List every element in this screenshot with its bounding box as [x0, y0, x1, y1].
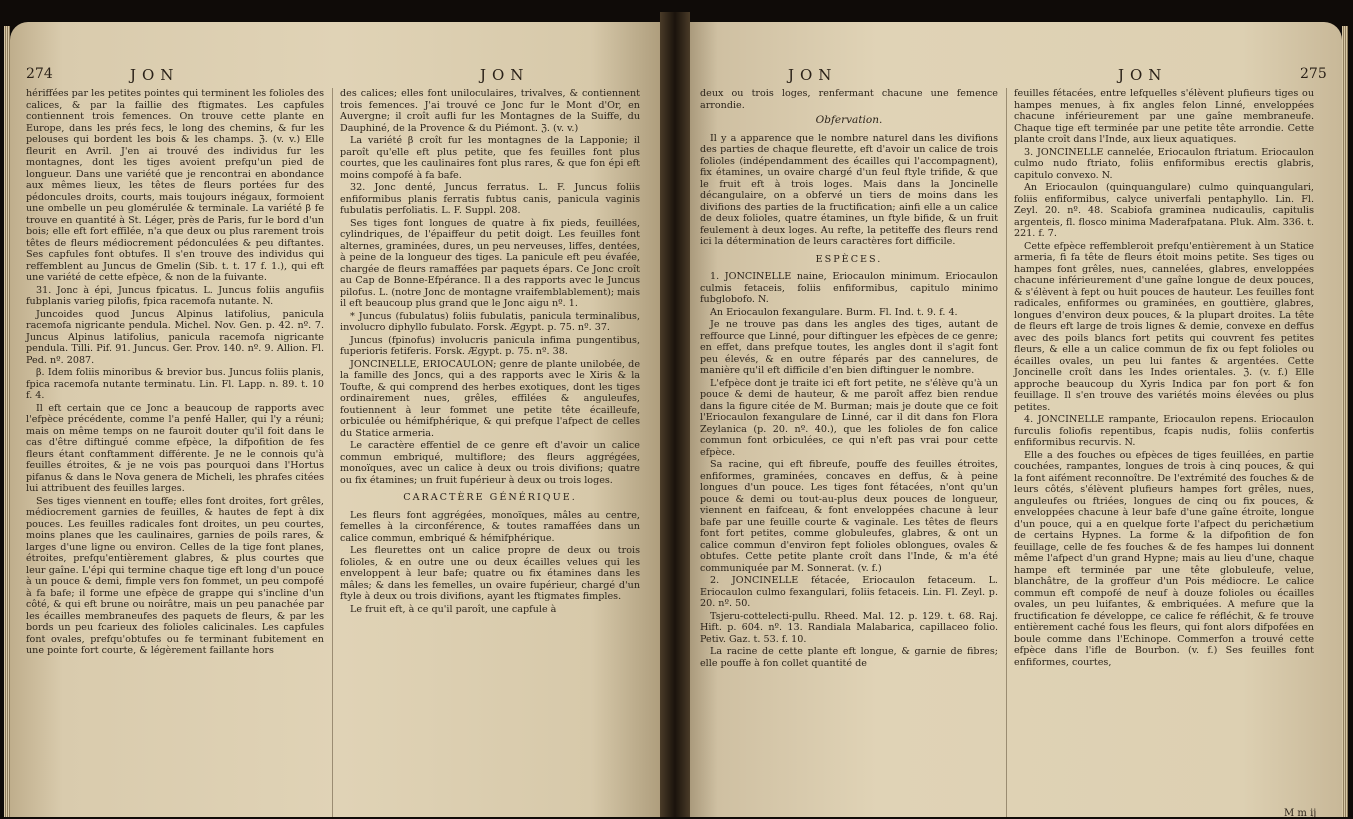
running-head-right-1: JON [788, 66, 838, 84]
paragraph: La variété β croît fur les montagnes de la Lapponie; il paroît qu'elle eft plus petite, que fes feuilles font plus courtes, que les caulinaires font plus rares, & que fon épi eft moins compofé à fa bafe. [340, 135, 640, 181]
signature-mark: M m ij [1284, 808, 1317, 817]
paragraph: Il eft certain que ce Jonc a beaucoup de rapports avec l'efpèce précédente, comme l'a penfé Haller, qui l'y a réuni; mais on même temps on ne fauroit douter qu'il foit dans le cas d'être diftingué comme efpèce, la difpofition de fes fleurs étant conftamment différente. Je ne le connois qu'à feuilles étroites, & je ne vois pas pourquoi dans l'Hortus pifanus & dans le Nova genera de Micheli, les phrafes citées lui attribuent des feuilles larges. [26, 402, 324, 494]
section-heading: Obfervation. [815, 114, 883, 126]
paragraph: Cette efpèce reffembleroit prefqu'entièrement à un Statice armeria, fi fa tête de fleurs étoit moins petite. Ses tiges ou hampes font grêles, nues, cannelées, glabres, enveloppées chacune inférieurement d'une gaîne longue de deux pouces, & s'élèvent à fept ou huit pouces de hauteur. Les feuilles font radicales, enfiformes ou graminées, en gouttière, glabres, longues d'environ deux pouces, & la plupart droites. La tête de fleurs eft large de trois lignes & demie, convexe en deffus avec des poils blancs fort petits qui couvrent fes petites fleurs, & elle a un calice commun de fix ou fept folioles ou écailles ovales, un peu lui fantes & argentées. Cette Joncinelle croît dans les Indes orientales. ℨ. (v. f.) Elle approche beaucoup du Xyris Indica par fon port & fon feuillage. Il s'en trouve des variétés moins élevées ou plus petites. [1014, 240, 1314, 413]
paragraph: Tsjeru-cottelecti-pullu. Rheed. Mal. 12. p. 129. t. 68. Raj. Hift. p. 604. nº. 13. Randiala Malabarica, capillaceo folio. Petiv. Gaz. t. 53. f. 10. [700, 610, 998, 645]
paragraph: An Eriocaulon fexangulare. Burm. Fl. Ind. t. 9. f. 4. [710, 306, 958, 318]
column-rule [332, 88, 333, 817]
paragraph: Ses tiges viennent en touffe; elles font droites, fort grêles, médiocrement garnies de feuilles, & hautes de fept à dix pouces. Les feuilles radicales font droites, un peu courtes, moins planes que les caulinaires, garnies de poils rares, & larges d'une ligne ou environ. Celles de la tige font planes, étroites, prefqu'entièrement glabres, & plus courtes que leur gaîne. L'épi qui termine chaque tige eft long d'un pouce à un pouce & demi, fimple vers fon fommet, un peu compofé à fa bafe; il forme une efpèce de grappe qui s'incline d'un côté, & qui eft brune ou noirâtre, mais un peu panachée par les écailles membraneufes des paquets de fleurs, & par les bords un peu fcarieux des folioles calicinales. Les capfules font ovales, prefqu'obtufes ou fe terminant fubitement en une pointe fort courte, & légèrement faillante hors [26, 495, 324, 656]
paragraph: 1. JONCINELLE naine, Eriocaulon minimum. Eriocaulon culmis fetaceis, foliis enfiformibus, capitulo minimo fubglobofo. N. [700, 271, 998, 305]
paragraph: Juncus (fpinofus) involucris panicula infima pungentibus, fuperioris fetiferis. Forsk. Ægypt. p. 75. nº. 38. [340, 334, 640, 357]
paragraph: 31. Jonc à épi, Juncus fpicatus. L. Juncus foliis angufiis fubplanis varieg pilofis, fpica racemofa nutante. N. [26, 284, 324, 307]
right-page [678, 22, 1342, 817]
paragraph: Sa racine, qui eft fibreufe, pouffe des feuilles étroites, enfiformes, graminées, concaves en deffus, & à peine longues d'un pouce. Les tiges font fétacées, n'ont qu'un pouce & demi ou tout-au-plus deux pouces de longueur, viennent en faifceau, & font enveloppées chacune à leur bafe par une feuille courte & vaginale. Les têtes de fleurs font fort petites, comme globuleufes, glabres, & ont un calice commun d'environ fept folioles oblongues, ovales & obtufes. Cette petite plante croît dans l'Inde, & m'a été communiquée par M. Sonnerat. (v. f.) [700, 459, 998, 574]
paragraph: 4. JONCINELLE rampante, Eriocaulon repens. Eriocaulon furculis foliofis repentibus, fcapis nudis, foliis confertis enfiformibus recurvis. N. [1014, 414, 1314, 448]
paragraph: hériffées par les petites pointes qui terminent les folioles des calices, & par la faillie des ftigmates. Les capfules contiennent trois femences. On trouve cette plante en Europe, dans les prés fecs, le long des chemins, & fur les pelouses qui bordent les bois & les champs. ℨ. (v. v.) Elle fleurit en Avril. J'en ai trouvé des individus fur les montagnes, dont les tiges avoient prefqu'un pied de longueur. Dans une variété que je rencontrai en abondance aux mêmes lieux, les têtes de fleurs portées fur des pédoncules droits, courts, mais toujours inégaux, formoient une ombelle un peu glomérulée & terminale. La variété β fe trouve en quantité à St. Léger, près de Paris, fur le bord d'un bois; elle eft fort effilée, n'a que deux ou plus rarement trois têtes de fleurs médiocrement pédonculées & peu diftantes. Ses capfules font obtufes. Il s'en trouve des individus qui reffemblent au Juncus de Gmelin (Sib. t. t. 17 f. 1.), qui eft une variété de cette efpèce, & non de la fuivante. [26, 88, 324, 283]
column-rule [1006, 88, 1007, 817]
left-page-column-2 [340, 88, 640, 616]
paragraph: Les fleurs font aggrégées, monoïques, mâles au centre, femelles à la circonférence, & toutes ramaffées dans un calice commun, embriqué & hémifphérique. [340, 509, 640, 544]
paragraph: Ses tiges font longues de quatre à fix pieds, feuillées, cylindriques, de l'épaiffeur du petit doigt. Les feuilles font alternes, graminées, dures, un peu nerveuses, liffes, dentées, à peine de la longueur des tiges. La panicule eft peu évafée, chargée de fleurs ramaffées par paquets épars. Ce Jonc croît au Cap de Bonne-Efpérance. Il a des rapports avec le Juncus pilofus. L. (notre Jonc de montagne vraifemblablement); mais il eft beaucoup plus grand que le Jonc aigu nº. 1. [340, 217, 640, 309]
paragraph: Juncoides quod Juncus Alpinus latifolius, panicula racemofa nigricante pendula. Michel. Nov. Gen. p. 42. nº. 7. Juncus Alpinus latifolius, panicula racemofa nigricante pendula. Tilli. Pif. 91. Juncus. Ger. Prov. 140. nº. 9. Allion. Fl. Ped. nº. 2087. [26, 308, 324, 366]
paragraph: Les fleurettes ont un calice propre de deux ou trois folioles, & en outre une ou deux écailles velues qui les enveloppent à leur bafe; quatre ou fix étamines dans les mâles; & dans les femelles, un ovaire fupérieur, chargé d'un ftyle à deux ou trois divifions, ayant les ftigmates fimples. [340, 545, 640, 602]
paragraph: feuilles fétacées, entre lefquelles s'élèvent plufieurs tiges ou hampes menues, à fix angles felon Linné, enveloppées chacune inférieurement par une gaîne membraneufe. Chaque tige eft terminée par une petite tête arrondie. Cette plante croît dans l'Inde, aux lieux aquatiques. [1014, 88, 1314, 145]
paragraph: Le fruit eft, à ce qu'il paroît, une capfule à [350, 603, 557, 615]
section-heading: CARACTÈRE GÉNÉRIQUE. [403, 492, 577, 503]
paragraph: * Juncus (fubulatus) foliis fubulatis, panicula terminalibus, involucro diphyllo fubulato. Forsk. Ægypt. p. 75. nº. 37. [340, 310, 640, 333]
paragraph: Le caractère effentiel de ce genre eft d'avoir un calice commun embriqué, multiflore; des fleurs aggrégées, monoïques, avec un calice à deux ou trois divifions; quatre ou fix étamines; un fruit fupérieur à deux ou trois loges. [340, 440, 640, 486]
paragraph: deux ou trois loges, renfermant chacune une femence arrondie. [700, 88, 998, 111]
paragraph: An Eriocaulon (quinquangulare) culmo quinquangulari, foliis enfiformibus, calyce univerfali pentaphyllo. Lin. Fl. Zeyl. 20. nº. 48. Scabiofa graminea nudicaulis, capitulis argenteis, fl. flosco minima Maderafpatana. Pluk. Alm. 336. t. 221. f. 7. [1014, 182, 1314, 239]
right-page-column-2 [1014, 88, 1314, 669]
paragraph: 3. JONCINELLE cannelée, Eriocaulon ftriatum. Eriocaulon culmo nudo ftriato, foliis enfiformibus erectis glabris, capitulo convexo. N. [1014, 146, 1314, 181]
paragraph: 2. JONCINELLE fétacée, Eriocaulon fetaceum. L. Eriocaulon culmo fexangulari, foliis fetaceis. Lin. Fl. Zeyl. p. 20. nº. 50. [700, 575, 998, 609]
paragraph: La racine de cette plante eft longue, & garnie de fibres; elle pouffe à fon collet quantité de [700, 646, 998, 669]
open-book [10, 12, 1346, 817]
page-edges-right [1342, 26, 1348, 817]
right-page-column-1 [700, 88, 998, 670]
running-head-left-2: JON [480, 66, 530, 84]
page-number-right: 275 [1300, 66, 1327, 82]
paragraph: Je ne trouve pas dans les angles des tiges, autant de reffource que Linné, pour diftinguer les efpèces de ce genre; en effet, dans prefque toutes, les angles dont il s'agit font peu élevés, & en outre féparés par des cannelures, de manière qu'il eft difficile d'en bien diftinguer le nombre. [700, 319, 998, 376]
section-heading: ESPÈCES. [815, 253, 883, 265]
paragraph: Elle a des fouches ou efpèces de tiges feuillées, en partie couchées, rampantes, longues de trois à cinq pouces, & qui la font aifément reconnoître. De l'extrémité des fouches & de leurs côtés, s'élèvent plufieurs hampes fort grêles, nues, anguleufes ou ftriées, longues de cinq ou fix pouces, & enveloppées chacune à leur bafe d'une gaîne étroite, longue d'un pouce, qui a en quelque forte l'afpect du perichætium de certains Hypnes. La forme & la difpofition de fon feuillage, celle de fes fouches & de fes hampes lui donnent même l'afpect d'un grand Hypne; mais au lieu d'une, chaque hampe eft terminée par une tête globuleufe, velue, blanchâtre, de la groffeur d'un Pois médiocre. Le calice commun eft compofé de neuf à douze folioles ou écailles ovales, un peu luifantes, & embriquées. A mefure que la fructification fe développe, ce calice fe réfléchit, & fe trouve entièrement caché fous les fleurs, qui font alors difpofées en boule comme dans l'Echinope. Commerfon a trouvé cette efpèce dans l'ifle de Bourbon. (v. f.) Ses feuilles font enfiformes, courtes, [1014, 449, 1314, 668]
book-gutter [660, 12, 690, 817]
paragraph: 32. Jonc denté, Juncus ferratus. L. F. Juncus foliis enfiformibus planis ferratis fubtus canis, panicula vaginis fubulatis perfoliatis. L. F. Suppl. 208. [340, 182, 640, 216]
paragraph: β. Idem foliis minoribus & brevior bus. Juncus foliis planis, fpica racemofa nutante terminatu. Lin. Fl. Lapp. n. 89. t. 10 f. 4. [26, 367, 324, 401]
left-page-column-1 [26, 88, 324, 658]
paragraph: JONCINELLE, ERIOCAULON; genre de plante unilobée, de la famille des Joncs, qui a des rapports avec le Xiris & la Toufte, & qui comprend des herbes exotiques, dont les tiges ordinairement nues, grêles, effilées & anguleufes, foutiennent à leur fommet une petite tête écailleufe, orbiculée ou hémifphérique, & qui prefque l'afpect de celles du Statice armeria. [340, 358, 640, 439]
page-number-left: 274 [26, 66, 53, 82]
paragraph: L'efpèce dont je traite ici eft fort petite, ne s'élève qu'à un pouce & demi de hauteur, & me paroît affez bien rendue dans la figure citée de M. Burman; mais je doute que ce foit l'Eriocaulon fexangulare de Linné, car il dit dans fon Flora Zeylanica (p. 20. nº. 40.), que les folioles de fon calice commun font orbiculées, ce qui n'eft pas vrai pour cette efpèce. [700, 377, 998, 458]
left-page [10, 22, 670, 817]
paragraph: des calices; elles font uniloculaires, trivalves, & contiennent trois femences. J'ai trouvé ce Jonc fur le Mont d'Or, en Auvergne; il croît aufli fur les Montagnes de la Suiffe, du Dauphiné, de la Provence & du Piémont. ℨ. (v. v.) [340, 88, 640, 134]
running-head-right-2: JON [1118, 66, 1168, 84]
running-head-left-1: JON [130, 66, 180, 84]
paragraph: Il y a apparence que le nombre naturel dans les divifions des parties de chaque fleurette, eft d'avoir un calice de trois folioles (indépendamment des écailles qui l'accompagnent), fix étamines, un ovaire chargé d'un feul ftyle trifide, & que le fruit eft à trois loges. Mais dans la Joncinelle décangulaire, on a obfervé un tiers de moins dans les divifions des parties de la fructification; ainfi elle a un calice de deux folioles, quatre étamines, un ftyle bifide, & un fruit feulement à deux loges. Au refte, la petiteffe des fleurs rend ici la détermination de leurs caractères fort difficile. [700, 132, 998, 247]
